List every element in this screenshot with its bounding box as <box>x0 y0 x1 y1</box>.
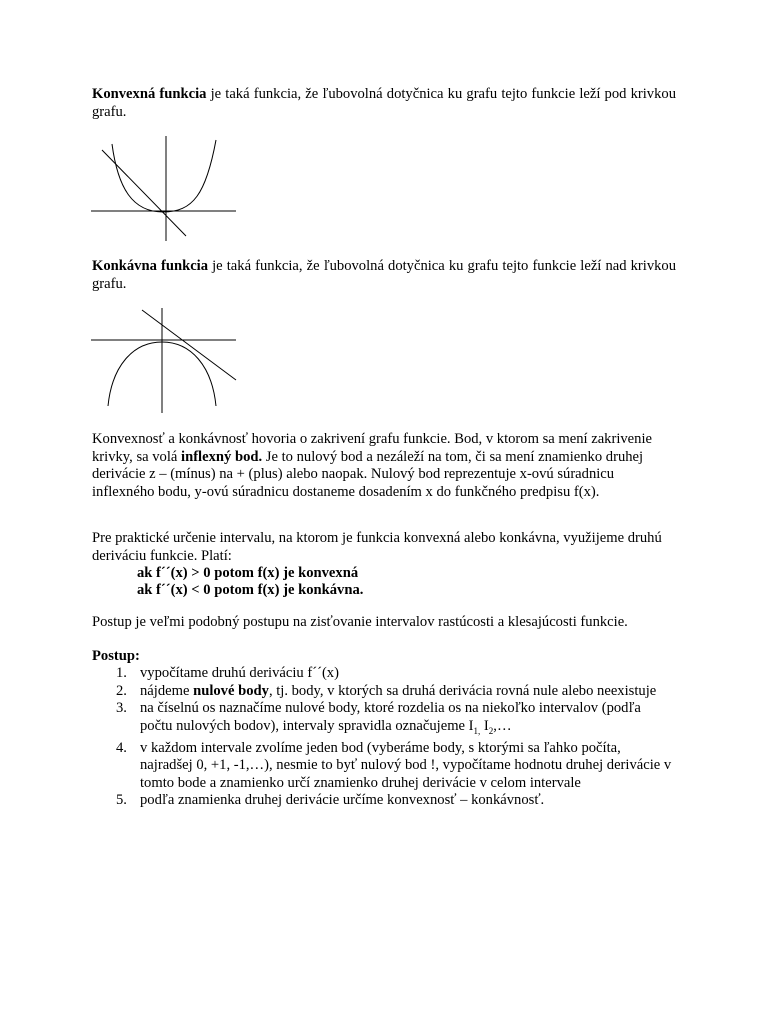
concave-definition-text: je taká funkcia, že ľubovolná dotyčnica ku grafu tejto funkcie leží nad krivkou grafu. <box>92 258 677 292</box>
step-text: v každom intervale zvolíme jeden bod (vyberáme body, s ktorými sa ľahko počíta, najradšej 0, +1, -1,…), nesmie to byť nulový bod !, vypočítame hodnotu druhej derivácie v tomto bode a znamienko určí znamienko druhej derivácie v celom intervale <box>140 739 672 791</box>
inflection-paragraph <box>92 431 676 501</box>
step-text: podľa znamienka druhej derivácie určíme konvexnosť – konkávnosť. <box>140 792 545 809</box>
step-number: 1. <box>116 665 127 681</box>
step-text: vypočítame druhú deriváciu f´´(x) <box>140 665 339 681</box>
inflection-text-after: Je to nulový bod a nezáleží na tom, či sa mení znamienko druhej derivácie z – (mínus) na + (plus) alebo naopak. Nulový bod reprezentuje x-ovú súradnicu inflexného bodu, y-ovú súradnicu dostaneme dosadením x do funkčného predpisu f(x). <box>92 448 644 500</box>
convex-definition-text: je taká funkcia, že ľubovolná dotyčnica ku grafu tejto funkcie leží pod krivkou grafu. <box>92 86 676 120</box>
convex-graph-figure <box>88 134 240 244</box>
convex-definition <box>92 86 676 121</box>
step-text-before: na číselnú os naznačíme nulové body, ktoré rozdelia os na niekoľko intervalov (podľa počtu nulových bodov), intervaly spravidla označujeme I <box>140 700 641 734</box>
step-text-mid: I <box>480 717 489 734</box>
step-item <box>92 792 672 810</box>
convex-term: Konvexná funkcia <box>92 86 207 102</box>
step-item <box>92 740 672 793</box>
concave-graph-figure <box>88 306 240 416</box>
rule-concave: ak f´´(x) < 0 potom f(x) je konkávna. <box>137 582 364 598</box>
rule-convex: ak f´´(x) > 0 potom f(x) je konvexná <box>137 565 359 581</box>
tangent-line <box>102 150 186 236</box>
step-text-after: ,… <box>493 717 512 734</box>
steps-title: Postup: <box>92 648 140 664</box>
inflection-term: inflexný bod. <box>181 448 263 465</box>
step-number: 4. <box>116 739 127 756</box>
step-number: 3. <box>116 700 127 716</box>
subscript-2: 2 <box>488 725 494 736</box>
tangent-line <box>142 310 236 380</box>
step-item <box>92 665 672 683</box>
step-number: 2. <box>116 682 127 699</box>
subscript-1: 1, <box>473 725 481 736</box>
concave-definition <box>92 258 676 293</box>
step-text-before: nájdeme <box>140 682 194 699</box>
steps-list <box>92 665 672 810</box>
concave-term: Konkávna funkcia <box>92 258 209 274</box>
step-bold-term: nulové body <box>193 682 269 699</box>
step-text-after: , tj. body, v ktorých sa druhá derivácia rovná nule alebo neexistuje <box>268 682 657 699</box>
practical-intro: Pre praktické určenie intervalu, na ktorom je funkcia konvexná alebo konkávna, využijeme druhú deriváciu funkcie. Platí: <box>92 530 662 564</box>
step-number: 5. <box>116 792 127 809</box>
step-item <box>92 683 672 701</box>
step-item <box>92 700 672 740</box>
inflection-text-before: Konvexnosť a konkávnosť hovoria o zakrivení grafu funkcie. Bod, v ktorom sa mení zakrivenie krivky, sa volá <box>92 431 652 465</box>
procedure-note: Postup je veľmi podobný postupu na zisťovanie intervalov rastúcosti a klesajúcosti funkcie. <box>92 614 628 630</box>
